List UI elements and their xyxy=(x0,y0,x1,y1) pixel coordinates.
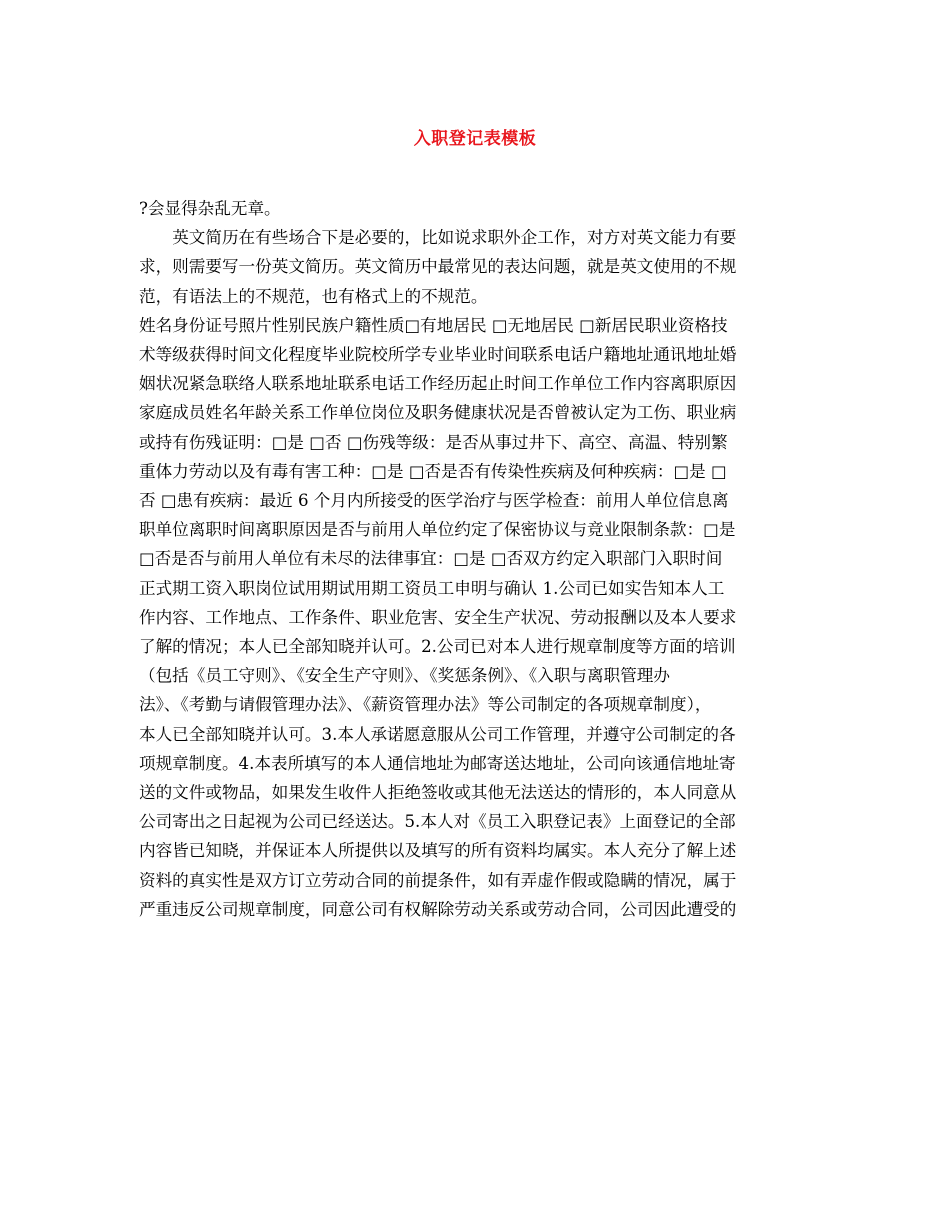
text-line: （包括《员工守则》、《安全生产守则》、《奖惩条例》、《入职与离职管理办 xyxy=(139,666,670,686)
text-line: 了解的情况；本人已全部知晓并认可。2.公司已对本人进行规章制度等方面的培训 xyxy=(139,637,736,657)
text-line: 姻状况紧急联络人联系地址联系电话工作经历起止时间工作单位工作内容离职原因 xyxy=(139,374,737,394)
text-line: 资料的真实性是双方订立劳动合同的前提条件，如有弄虚作假或隐瞒的情况，属于 xyxy=(139,870,737,890)
text-line: 求，则需要写一份英文简历。英文简历中最常见的表达问题，就是英文使用的不规 xyxy=(139,257,737,277)
text-line: 术等级获得时间文化程度毕业院校所学专业毕业时间联系电话户籍地址通讯地址婚 xyxy=(139,345,737,365)
text-line: 公司寄出之日起视为公司已经送达。5.本人对《员工入职登记表》上面登记的全部 xyxy=(139,812,736,832)
text-line: 姓名身份证号照片性别民族户籍性质□有地居民 □无地居民 □新居民职业资格技 xyxy=(139,315,728,335)
document-title: 入职登记表模板 xyxy=(413,129,537,149)
paragraph-start-line: 英文简历在有些场合下是必要的，比如说求职外企工作，对方对英文能力有要 xyxy=(172,228,737,248)
text-line: 范，有语法上的不规范，也有格式上的不规范。 xyxy=(139,286,488,306)
text-line: □否是否与前用人单位有未尽的法律事宜：□是 □否双方约定入职部门入职时间 xyxy=(139,549,723,569)
document-body xyxy=(139,194,825,924)
text-line: 作内容、工作地点、工作条件、职业危害、安全生产状况、劳动报酬以及本人要求 xyxy=(139,607,737,627)
text-line: 否 □患有疾病：最近 6 个月内所接受的医学治疗与医学检查：前用人单位信息离 xyxy=(139,491,729,511)
text-line: 正式期工资入职岗位试用期试用期工资员工申明与确认 1.公司已如实告知本人工 xyxy=(139,578,725,598)
text-line: 内容皆已知晓，并保证本人所提供以及填写的所有资料均属实。本人充分了解上述 xyxy=(139,841,737,861)
text-line: ?会显得杂乱无章。 xyxy=(139,199,281,218)
text-line: 法》、《考勤与请假管理办法》、《薪资管理办法》等公司制定的各项规章制度）， xyxy=(139,695,712,715)
text-line: 重体力劳动以及有毒有害工种：□是 □否是否有传染性疾病及何种疾病：□是 □ xyxy=(139,461,727,481)
text-line: 职单位离职时间离职原因是否与前用人单位约定了保密协议与竞业限制条款：□是 xyxy=(139,520,736,540)
text-line: 严重违反公司规章制度，同意公司有权解除劳动关系或劳动合同，公司因此遭受的 xyxy=(139,899,737,919)
text-line: 家庭成员姓名年龄关系工作单位岗位及职务健康状况是否曾被认定为工伤、职业病 xyxy=(139,403,737,423)
text-line: 或持有伤残证明：□是 □否 □伤残等级：是否从事过井下、高空、高温、特别繁 xyxy=(139,432,728,452)
text-line: 送的文件或物品，如果发生收件人拒绝签收或其他无法送达的情形的，本人同意从 xyxy=(139,783,737,803)
text-line: 项规章制度。4.本表所填写的本人通信地址为邮寄送达地址，公司向该通信地址寄 xyxy=(139,753,736,773)
text-line: 本人已全部知晓并认可。3.本人承诺愿意服从公司工作管理，并遵守公司制定的各 xyxy=(139,724,736,744)
